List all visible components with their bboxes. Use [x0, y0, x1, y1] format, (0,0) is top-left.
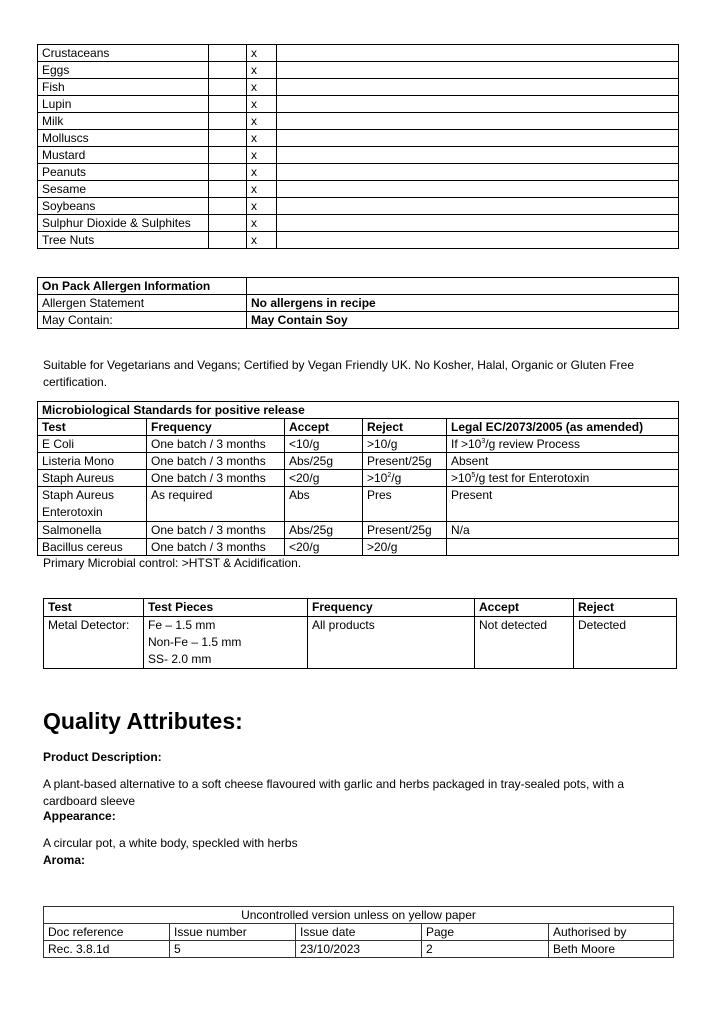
column-header: Doc reference [44, 924, 170, 941]
allergen-table [37, 44, 679, 249]
table-row [38, 79, 679, 96]
product-description-label: Product Description: [43, 750, 162, 764]
table-row: E Coli One batch / 3 months <10/g >10/g $If >10^3/g$ review Process [38, 436, 679, 453]
column-header: Reject [574, 599, 677, 617]
column-header: Accept [475, 599, 574, 617]
may-contain-value: May Contain Soy [247, 312, 679, 329]
table-row [38, 45, 679, 62]
column-header: Frequency [308, 599, 475, 617]
table-row: Bacillus cereus One batch / 3 months <20/g >20/g [38, 539, 679, 556]
table-header-row [38, 419, 679, 436]
allergen-mark: x [247, 215, 277, 232]
allergen-name: Mustard [38, 147, 209, 164]
allergen-statement-label: Allergen Statement [38, 295, 247, 312]
allergen-name: Soybeans [38, 198, 209, 215]
allergen-name: Peanuts [38, 164, 209, 181]
table-row [44, 907, 674, 924]
column-header: Test [44, 599, 144, 617]
allergen-mark: x [247, 232, 277, 249]
column-header: Issue date [296, 924, 422, 941]
page-number: 2 [422, 941, 549, 958]
allergen-mark: x [247, 198, 277, 215]
table-row [38, 232, 679, 249]
appearance-text: A circular pot, a white body, speckled with herbs [43, 836, 298, 850]
table-row [38, 62, 679, 79]
column-header: Test Pieces [144, 599, 308, 617]
allergen-statement-value: No allergens in recipe [247, 295, 679, 312]
allergen-mark: x [247, 181, 277, 198]
table-row [38, 198, 679, 215]
allergen-name: Milk [38, 113, 209, 130]
table-row [38, 312, 679, 329]
appearance-label: Appearance: [43, 809, 116, 823]
allergen-name: Eggs [38, 62, 209, 79]
allergen-mark: x [247, 79, 277, 96]
aroma-label: Aroma: [43, 853, 86, 867]
table-row: Staph Aureus Enterotoxin As required Abs Pres Present [38, 487, 679, 522]
table-row [38, 130, 679, 147]
table-row [38, 147, 679, 164]
may-contain-label: May Contain: [38, 312, 247, 329]
allergen-name: Crustaceans [38, 45, 209, 62]
allergen-mark: x [247, 130, 277, 147]
microbial-control-note: Primary Microbial control: >HTST & Acidification. [43, 556, 302, 570]
column-header: Frequency [147, 419, 285, 436]
issue-number: 5 [170, 941, 296, 958]
on-pack-allergen-table [37, 277, 679, 329]
column-header: Accept [285, 419, 363, 436]
column-header: Issue number [170, 924, 296, 941]
column-header: Reject [363, 419, 447, 436]
authorised-by: Beth Moore [549, 941, 674, 958]
table-row [38, 402, 679, 419]
allergen-name: Sulphur Dioxide & Sulphites [38, 215, 209, 232]
allergen-name: Lupin [38, 96, 209, 113]
column-header: Test [38, 419, 147, 436]
allergen-mark: x [247, 62, 277, 79]
uncontrolled-banner: Uncontrolled version unless on yellow paper [44, 907, 674, 924]
table-row: Metal Detector: Fe – 1.5 mm Non-Fe – 1.5 mm SS- 2.0 mm All products Not detected Detected [44, 617, 677, 669]
table-header-row [44, 599, 677, 617]
allergen-mark: x [247, 45, 277, 62]
table-row: Listeria Mono One batch / 3 months Abs/25g Present/25g Absent [38, 453, 679, 470]
allergen-name: Sesame [38, 181, 209, 198]
allergen-mark: x [247, 164, 277, 181]
table-row [38, 96, 679, 113]
table-row [44, 941, 674, 958]
quality-attributes-heading: Quality Attributes: [43, 708, 243, 734]
micro-title: Microbiological Standards for positive release [38, 402, 679, 419]
on-pack-header: On Pack Allergen Information [38, 278, 247, 295]
allergen-mark: x [247, 147, 277, 164]
table-header-row [44, 924, 674, 941]
allergen-mark: x [247, 113, 277, 130]
microbiological-standards-table [37, 401, 679, 556]
column-header: Authorised by [549, 924, 674, 941]
allergen-name: Tree Nuts [38, 232, 209, 249]
table-row [38, 295, 679, 312]
table-row [38, 215, 679, 232]
suitability-text: Suitable for Vegetarians and Vegans; Certified by Vegan Friendly UK. No Kosher, Halal, Organic or Gluten Free certification. [43, 358, 634, 389]
metal-detector-table [43, 598, 677, 669]
table-row: Staph Aureus One batch / 3 months <20/g $>10^2/g$ $>10^5/g$ test for Enterotoxin [38, 470, 679, 487]
column-header: Page [422, 924, 549, 941]
allergen-mark: x [247, 96, 277, 113]
product-description-text: A plant-based alternative to a soft cheese flavoured with garlic and herbs packaged in tray-sealed pots, with a cardboard sleeve [43, 777, 625, 808]
doc-reference: Rec. 3.8.1d [44, 941, 170, 958]
table-row: Salmonella One batch / 3 months Abs/25g Present/25g N/a [38, 522, 679, 539]
table-row [38, 278, 679, 295]
allergen-name: Molluscs [38, 130, 209, 147]
table-row [38, 113, 679, 130]
allergen-name: Fish [38, 79, 209, 96]
document-footer [43, 906, 674, 958]
column-header: Legal EC/2073/2005 (as amended) [447, 419, 679, 436]
table-row [38, 164, 679, 181]
table-row [38, 181, 679, 198]
issue-date: 23/10/2023 [296, 941, 422, 958]
